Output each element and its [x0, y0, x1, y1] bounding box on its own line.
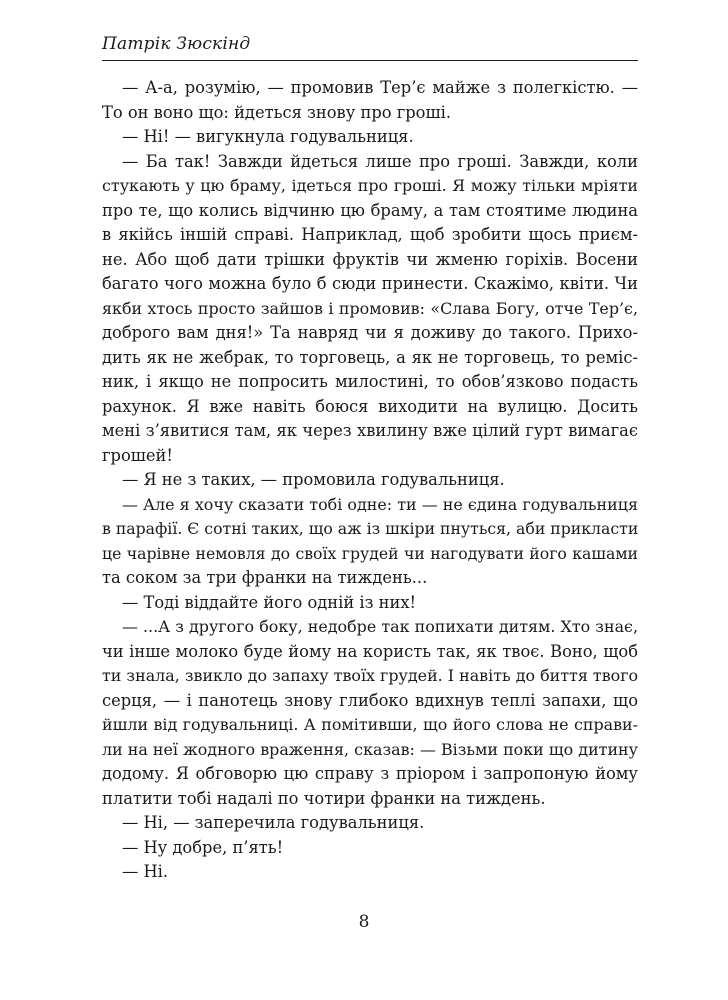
header-rule — [102, 60, 638, 61]
text-line: — Ні. — [122, 862, 169, 881]
text-line: доброго вам дня!» Та навряд чи я доживу до такого. Прихо- — [102, 323, 638, 342]
page-number: 8 — [358, 912, 370, 932]
text-line: йшли від годувальниці. А помітивши, що його слова не справи- — [102, 715, 638, 734]
text-line: в якійсь іншій справі. Наприклад, щоб зробити щось приєм- — [102, 225, 638, 244]
text-line: — Я не з таких, — промовила годувальниця. — [122, 470, 505, 489]
text-line: грошей! — [102, 445, 173, 465]
text-line: — Тоді віддайте його одній із них! — [122, 592, 417, 612]
text-line: — Але я хочу сказати тобі одне: ти — не єдина годувальниця — [122, 494, 638, 514]
text-line: То он воно що: йдеться знову про гроші. — [102, 102, 451, 122]
text-line: та соком за три франки на тиждень... — [102, 568, 428, 587]
text-line: — А-а, розумію, — промовив Тер’є майже з полегкістю. — — [122, 78, 638, 97]
running-head-author: Патрік Зюскінд — [102, 34, 251, 54]
text-line: мені з’явитися там, як через хвилину вже цілий гурт вимагає — [102, 421, 638, 440]
text-line: рахунок. Я вже навіть боюся виходити на вулицю. Досить — [102, 396, 638, 416]
text-line: додому. Я обговорю цю справу з пріором і запропоную йому — [102, 764, 638, 783]
text-line: — Ні, — заперечила годувальниця. — [122, 813, 425, 832]
text-line: це чарівне немовля до своїх грудей чи нагодувати його кашами — [102, 543, 638, 563]
text-line: ти знала, звикло до запаху твоїх грудей. І навіть до биття твого — [102, 666, 639, 685]
text-line: — Ба так! Завжди йдеться лише про гроші. Завжди, коли — [122, 151, 638, 171]
text-line: — Ні! — вигукнула годувальниця. — [122, 127, 414, 146]
text-line: в парафії. Є сотні таких, що аж із шкіри пнуться, аби прикласти — [102, 519, 639, 538]
text-line: ник, і якщо не попросить милостині, то обов’язково подасть — [102, 372, 638, 391]
text-line: ли на неї жодного враження, сказав: — Візьми поки що дитину — [102, 739, 638, 759]
text-line: платити тобі надалі по чотири франки на тиждень. — [102, 788, 546, 808]
text-line: не. Або щоб дати трішки фруктів чи жменю горіхів. Восени — [102, 249, 638, 269]
text-line: чи інше молоко буде йому на користь так, як твоє. Воно, щоб — [102, 641, 638, 661]
text-line: багато чого можна було б сюди принести. Скажімо, квіти. Чи — [102, 274, 638, 293]
text-line: якби хтось просто зайшов і промовив: «Слава Богу, отче Тер’є, — [102, 298, 638, 318]
text-line: про те, що колись відчиню цю браму, а там стоятиме людина — [102, 200, 638, 220]
text-line: серця, — і панотець знову глибоко вдихнув теплі запахи, що — [102, 690, 638, 710]
text-line: — Ну добре, п’ять! — [122, 837, 284, 857]
text-line: дить як не жебрак, то торговець, а як не торговець, то реміс- — [102, 347, 638, 367]
text-line: — ...А з другого боку, недобре так попихати дитям. Хто знає, — [122, 617, 638, 636]
body-text — [102, 76, 638, 885]
text-line: стукають у цю браму, ідеться про гроші. Я можу тільки мріяти — [102, 176, 638, 195]
